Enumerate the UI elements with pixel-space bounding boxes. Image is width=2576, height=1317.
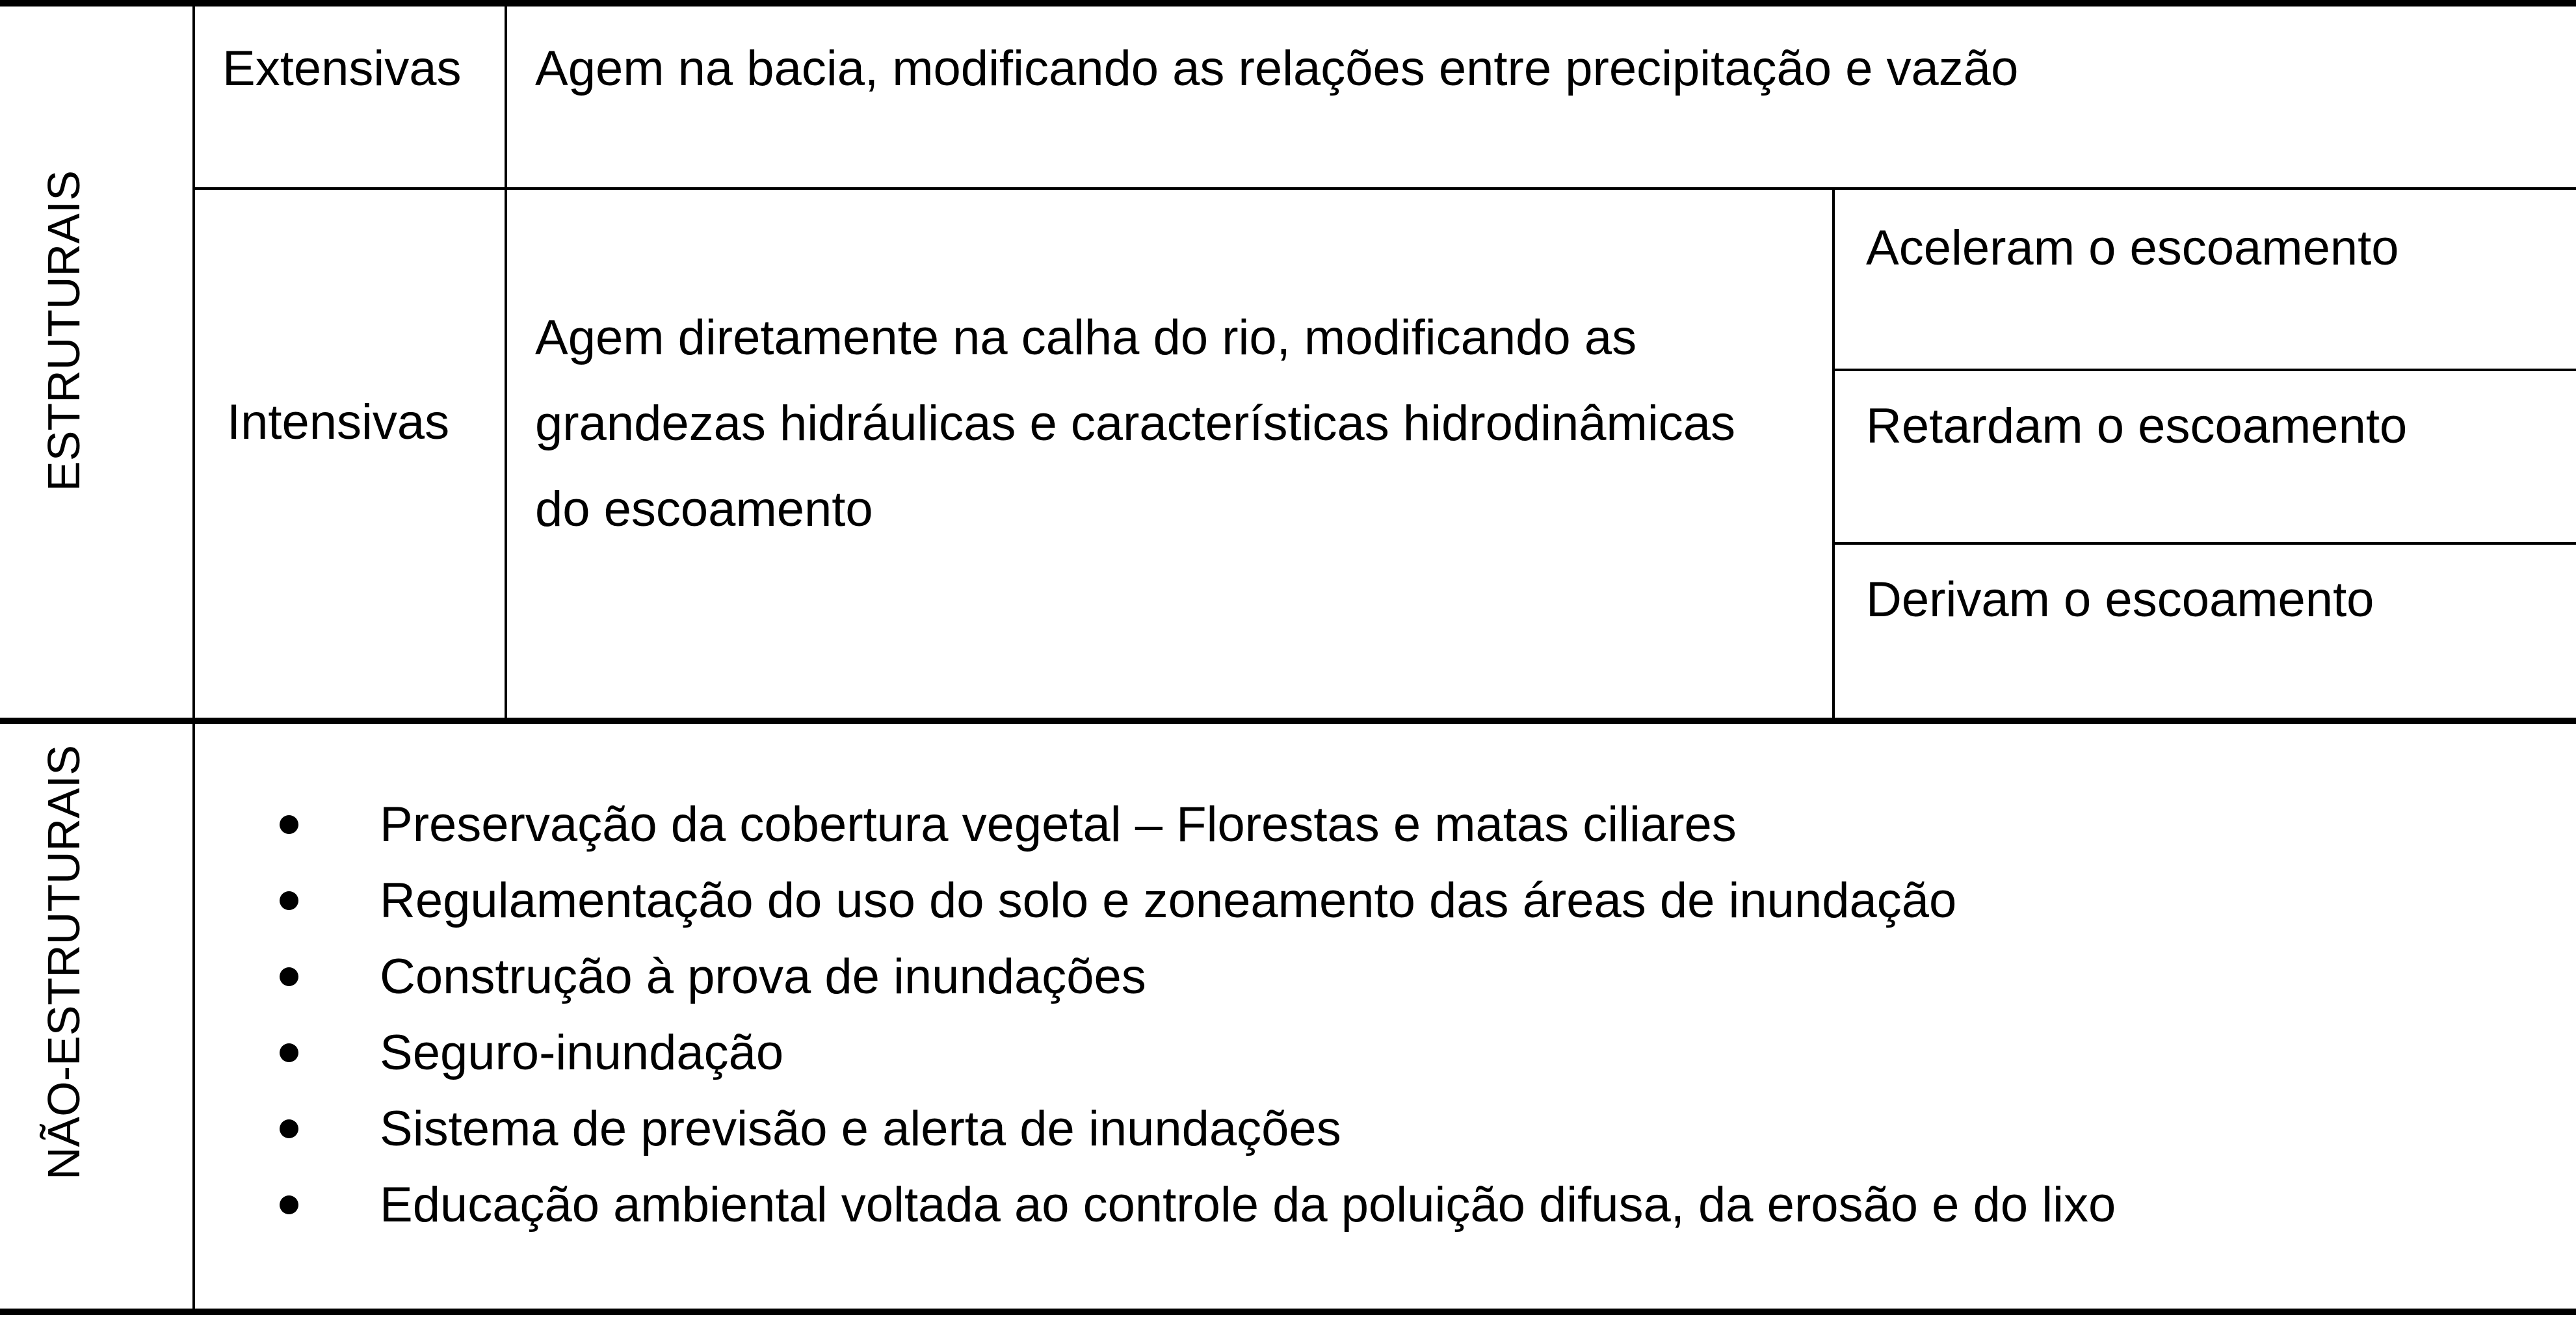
- row-divider-effect-2: [1833, 542, 2576, 545]
- row-divider-extensive-intensive: [194, 187, 2576, 190]
- list-item-text: Sistema de previsão e alerta de inundações: [380, 1101, 1341, 1156]
- intensive-description: Agem diretamente na calha do rio, modificando as grandezas hidráulicas e características hidrodinâmicas do escoamento: [535, 310, 1736, 537]
- effects-column-divider: [1832, 189, 1835, 720]
- row-divider-effect-1: [1833, 369, 2576, 371]
- list-item-text: Educação ambiental voltada ao controle da poluição difusa, da erosão e do lixo: [380, 1177, 2116, 1232]
- section-divider: [0, 718, 2576, 724]
- structural-category-label: ESTRUTURAIS: [38, 170, 89, 491]
- bullet-icon: [280, 967, 298, 986]
- effect-retard: Retardam o escoamento: [1866, 398, 2408, 454]
- list-item-text: Construção à prova de inundações: [380, 949, 1146, 1004]
- list-item-text: Regulamentação do uso do solo e zoneamento das áreas de inundação: [380, 873, 1957, 928]
- effect-derive: Derivam o escoamento: [1866, 572, 2374, 627]
- type-column-divider: [505, 0, 507, 720]
- list-item: [280, 1015, 2116, 1091]
- list-item: [280, 1091, 2116, 1167]
- bullet-icon: [280, 1043, 298, 1062]
- bullet-icon: [280, 1119, 298, 1138]
- category-column-divider: [192, 0, 195, 1315]
- bullet-icon: [280, 891, 298, 910]
- bullet-icon: [280, 1195, 298, 1214]
- list-item: [280, 939, 2116, 1015]
- table-bottom-border: [0, 1309, 2576, 1315]
- list-item: [280, 787, 2116, 863]
- list-item-text: Seguro-inundação: [380, 1025, 784, 1080]
- table-top-border: [0, 0, 2576, 7]
- extensive-label: Extensivas: [222, 41, 462, 96]
- bullet-icon: [280, 815, 298, 834]
- intensive-label: Intensivas: [227, 395, 450, 450]
- non-structural-category-label: NÃO-ESTRUTURAIS: [38, 745, 89, 1180]
- list-item: [280, 863, 2116, 939]
- extensive-description: Agem na bacia, modificando as relações entre precipitação e vazão: [535, 41, 2019, 96]
- list-item-text: Preservação da cobertura vegetal – Florestas e matas ciliares: [380, 797, 1737, 852]
- non-structural-measures-list: [280, 787, 2116, 1243]
- effect-accelerate: Aceleram o escoamento: [1866, 220, 2399, 276]
- list-item: [280, 1167, 2116, 1243]
